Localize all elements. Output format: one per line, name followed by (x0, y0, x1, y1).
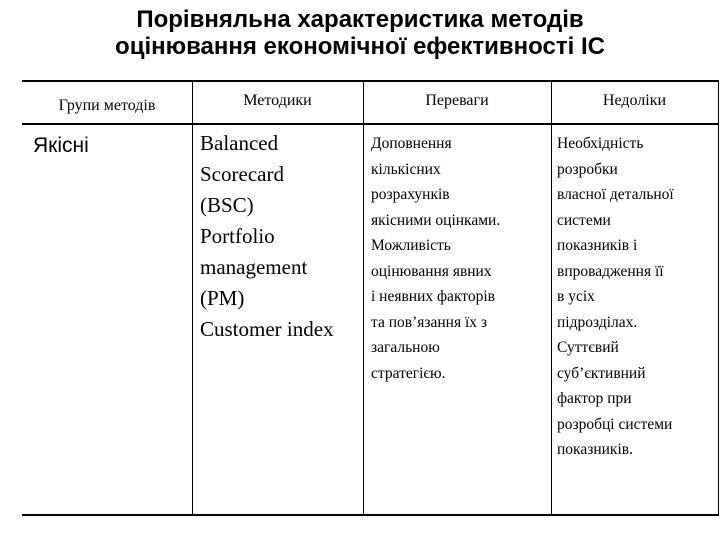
disadvantages-line: підрозділах. (557, 313, 638, 331)
methods-line: (BSC) (200, 193, 254, 217)
header-advantages: Переваги (425, 92, 489, 109)
column-divider-3 (551, 80, 552, 516)
methods-line: Portfolio (200, 224, 275, 248)
disadvantages-cell (557, 131, 674, 463)
table-bottom-border (22, 514, 719, 516)
disadvantages-line: впровадження її (557, 262, 664, 280)
methods-line: management (200, 255, 308, 279)
methods-line: Balanced (200, 131, 279, 155)
disadvantages-line: Суттєвий (557, 339, 619, 356)
advantages-line: кількісних (371, 160, 441, 178)
disadvantages-line: фактор при (557, 390, 632, 407)
advantages-line: якісними оцінками. (371, 211, 501, 229)
group-label: Якісні (33, 134, 89, 157)
disadvantages-line: власної детальної (557, 186, 674, 203)
title-line-1: Порівняльна характеристика методів (136, 6, 584, 33)
column-divider-2 (363, 80, 364, 516)
page-title (0, 6, 720, 60)
header-methods: Методики (243, 92, 312, 109)
advantages-line: Можливість (371, 237, 451, 254)
advantages-line: розрахунків (371, 186, 450, 203)
disadvantages-line: розробки (557, 160, 618, 178)
header-groups: Групи методів (58, 97, 156, 114)
group-cell (33, 134, 89, 158)
disadvantages-line: Необхідність (557, 135, 644, 152)
column-divider-1 (192, 80, 193, 516)
disadvantages-line: показників і (557, 237, 638, 254)
advantages-line: стратегією. (371, 364, 446, 382)
methods-line: Scorecard (200, 162, 284, 186)
header-separator (22, 123, 719, 125)
advantages-cell (371, 131, 500, 386)
disadvantages-line: системи (557, 211, 611, 229)
title-line-2: оцінювання економічної ефективності ІС (115, 33, 605, 60)
methods-cell (200, 128, 334, 345)
disadvantages-line: суб’єктивний (557, 364, 646, 382)
advantages-line: Доповнення (371, 135, 452, 152)
disadvantages-line: в усіх (557, 288, 595, 305)
methods-line: (PM) (200, 286, 245, 310)
table-top-border (22, 80, 719, 82)
advantages-line: загальною (371, 339, 440, 356)
advantages-line: оцінювання явних (371, 262, 492, 280)
disadvantages-line: розробці системи (557, 415, 673, 433)
advantages-line: та пов’язання їх з (371, 313, 488, 331)
advantages-line: і неявних факторів (371, 288, 495, 305)
disadvantages-line: показників. (557, 441, 633, 458)
table-right-border (718, 80, 719, 516)
methods-line: Customer index (200, 317, 334, 341)
header-disadvantages: Недоліки (602, 92, 667, 109)
